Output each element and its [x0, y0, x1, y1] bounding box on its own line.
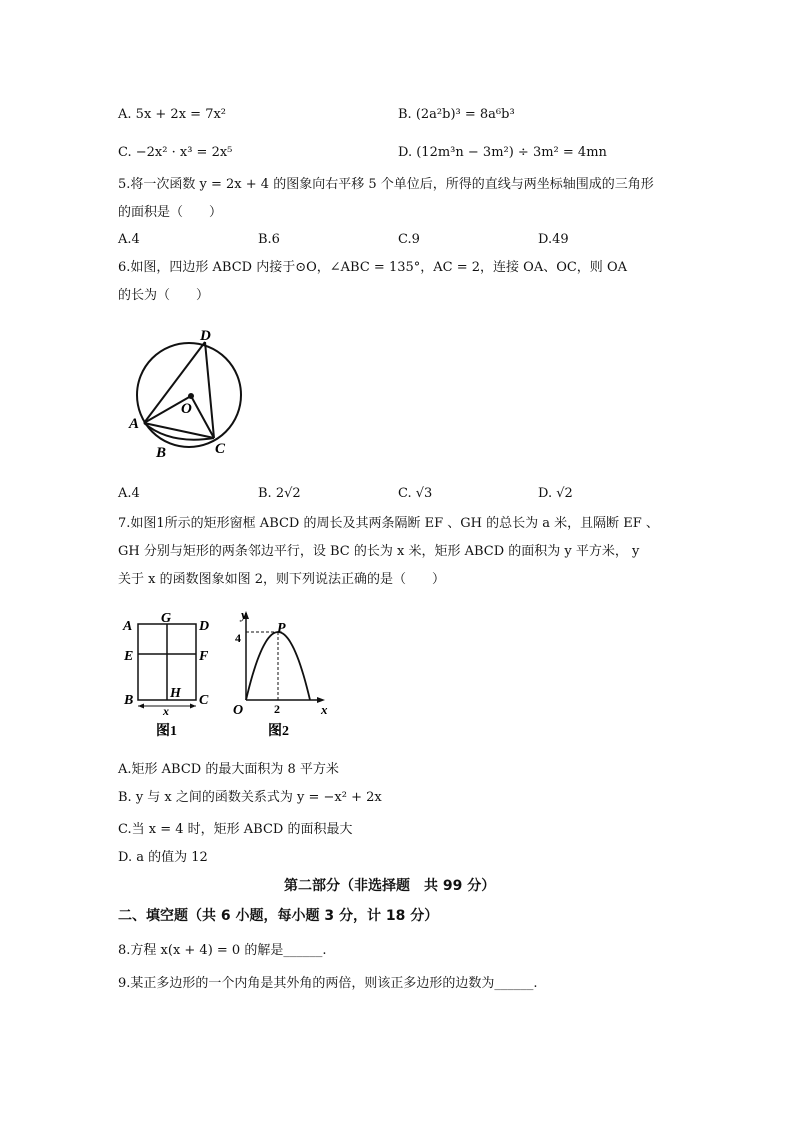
q4-option-d-text: D. (12m³n − 3m²) ÷ 3m² = 4mn — [398, 145, 607, 160]
label-b: B — [124, 693, 134, 708]
q7-option-d: D. a 的值为 12 — [118, 850, 208, 865]
figure1-caption: 图1 — [156, 724, 177, 739]
q5-text-line1: 5.将一次函数 y = 2x + 4 的图象向右平移 5 个单位后，所得的直线与两坐标轴围成的三角形 — [118, 177, 654, 192]
figure2-caption: 图2 — [268, 724, 289, 739]
q7-text-line1: 7.如图1所示的矩形窗框 ABCD 的周长及其两条隔断 EF 、GH 的总长为 a 米，且隔断 EF 、 — [118, 516, 659, 531]
tick-label-4: 4 — [235, 631, 241, 645]
label-x: x — [321, 702, 328, 717]
q4-option-b-text: B. (2a²b)³ = 8a⁶b³ — [398, 107, 515, 122]
q9-text: 9.某正多边形的一个内角是其外角的两倍，则该正多边形的边数为______. — [118, 976, 538, 991]
q6-option-a: A.4 — [118, 486, 140, 501]
q6-option-c: C. √3 — [398, 486, 433, 501]
q5-option-d: D.49 — [538, 232, 569, 247]
q4-option-c-text: C. −2x² · x³ = 2x⁵ — [118, 145, 233, 160]
q7-text-line3: 关于 x 的函数图象如图 2，则下列说法正确的是（ ） — [118, 572, 445, 587]
label-c: C — [215, 441, 226, 457]
label-o: O — [233, 703, 244, 718]
tick-label-2: 2 — [274, 702, 280, 716]
q6-option-d: D. √2 — [538, 486, 573, 501]
section-fill-in-blank: 二、填空题（共 6 小题，每小题 3 分，计 18 分） — [118, 908, 439, 924]
q7-text-line2: GH 分别与矩形的两条邻边平行，设 BC 的长为 x 米，矩形 ABCD 的面积为 y 平方米， y — [118, 544, 640, 559]
label-d: D — [200, 328, 211, 344]
q6-option-b: B. 2√2 — [258, 486, 301, 501]
q7-figure2 — [230, 606, 340, 740]
q7-figure1 — [118, 610, 218, 740]
q5-option-a: A.4 — [118, 232, 140, 247]
label-a: A — [123, 619, 133, 634]
label-f: F — [199, 649, 209, 664]
label-a: A — [129, 416, 140, 432]
q7-option-c: C.当 x = 4 时，矩形 ABCD 的面积最大 — [118, 822, 353, 837]
arrow-right-icon — [190, 704, 196, 709]
q7-option-b: B. y 与 x 之间的函数关系式为 y = −x² + 2x — [118, 790, 382, 805]
arrow-left-icon — [138, 704, 144, 709]
label-o: O — [181, 401, 192, 417]
label-c: C — [199, 693, 209, 708]
label-d: D — [199, 619, 210, 634]
q6-circle-figure — [118, 320, 258, 465]
q7-option-a: A.矩形 ABCD 的最大面积为 8 平方米 — [118, 762, 339, 777]
label-y: y — [241, 607, 247, 622]
q5-option-c: C.9 — [398, 232, 420, 247]
q6-text-line1: 6.如图，四边形 ABCD 内接于⊙O，∠ABC = 135°，AC = 2，连接 OA、OC，则 OA — [118, 260, 627, 275]
q8-text: 8.方程 x(x + 4) = 0 的解是______. — [118, 943, 327, 958]
q5-text-line2: 的面积是（ ） — [118, 205, 223, 220]
q6-text-line2: 的长为（ ） — [118, 288, 210, 303]
label-g: G — [161, 611, 172, 626]
center-point — [188, 393, 194, 399]
part2-title: 第二部分（非选择题 共 99 分） — [284, 878, 496, 894]
segment-ad — [144, 342, 205, 423]
q5-option-b: B.6 — [258, 232, 280, 247]
q4-option-a-text: A. 5x + 2x = 7x² — [118, 107, 227, 122]
label-b: B — [156, 445, 167, 461]
label-x: x — [163, 704, 169, 718]
label-e: E — [124, 649, 134, 664]
label-p: P — [277, 621, 286, 636]
label-h: H — [170, 686, 181, 701]
